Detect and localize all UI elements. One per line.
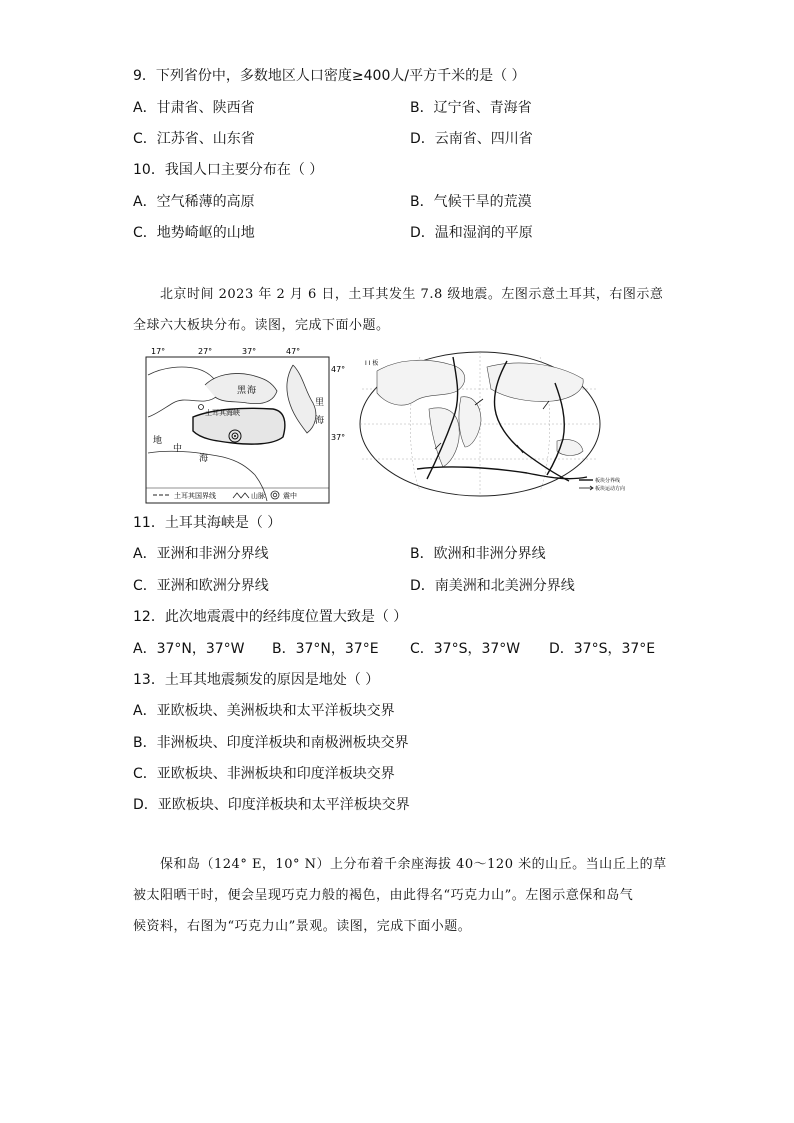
q9-option-b[interactable]: B．辽宁省、青海省 [410, 100, 532, 116]
legend-epicenter-label: 震中 [283, 492, 297, 500]
caspian-char-1: 里 [315, 398, 325, 408]
lon-label-47: 47° [286, 347, 301, 356]
lat-label-37: 37° [331, 433, 346, 442]
q10-option-a[interactable]: A．空气稀薄的高原 [133, 194, 255, 210]
q11-stem: 11．土耳其海峡是（ ） [133, 515, 282, 531]
legend-border-label: 土耳其国界线 [174, 492, 216, 500]
corner-label: I I 板 [365, 360, 379, 367]
q12-stem: 12．此次地震震中的经纬度位置大致是（ ） [133, 609, 408, 625]
black-sea-char-2: 海 [247, 386, 257, 396]
q10-option-c[interactable]: C．地势崎岖的山地 [133, 225, 255, 241]
q10-stem: 10．我国人口主要分布在（ ） [133, 162, 324, 178]
q11-option-a[interactable]: A．亚洲和非洲分界线 [133, 546, 269, 562]
q12-option-c[interactable]: C．37°S，37°W [410, 641, 521, 657]
caspian-char-2: 海 [315, 416, 325, 426]
epicenter-dot [234, 435, 236, 437]
q12-option-d[interactable]: D．37°S，37°E [549, 641, 656, 657]
q11-option-b[interactable]: B．欧洲和非洲分界线 [410, 546, 546, 562]
strait-marker [199, 405, 204, 410]
legend-motion-label: 板块运动方向 [595, 486, 626, 492]
lon-label-17: 17° [151, 347, 166, 356]
legend-boundary-label: 板块分界线 [595, 478, 621, 484]
turkey-map [143, 345, 353, 505]
med-sea-char-2: 中 [173, 444, 183, 454]
lat-label-47: 47° [331, 365, 346, 374]
legend-mountain-label: 山脉 [251, 492, 265, 500]
med-sea-char-1: 地 [153, 436, 163, 446]
world-plates-map [357, 349, 626, 501]
q9-option-a[interactable]: A．甘肃省、陕西省 [133, 100, 255, 116]
strait-label: 土耳其海峡 [205, 409, 240, 417]
q13-stem: 13．土耳其地震频发的原因是地处（ ） [133, 672, 380, 688]
q12-option-a[interactable]: A．37°N，37°W [133, 641, 245, 657]
q13-option-b[interactable]: B．非洲板块、印度洋板块和南极洲板块交界 [133, 735, 409, 751]
passage1-line2: 全球六大板块分布。读图，完成下面小题。 [133, 318, 390, 333]
q13-option-c[interactable]: C．亚欧板块、非洲板块和印度洋板块交界 [133, 766, 395, 782]
passage2-line1: 保和岛（124° E，10° N）上分布着千余座海拔 40～120 米的山丘。当山丘上的草 [160, 857, 667, 872]
med-sea-char-3: 海 [199, 454, 209, 464]
q12-option-b[interactable]: B．37°N，37°E [272, 641, 379, 657]
lon-label-27: 27° [198, 347, 213, 356]
passage2-line2: 被太阳晒干时，便会呈现巧克力般的褐色，由此得名“巧克力山”。左图示意保和岛气 [133, 888, 634, 903]
passage1-line1: 北京时间 2023 年 2 月 6 日，土耳其发生 7.8 级地震。左图示意土耳其，右图示意 [160, 287, 664, 302]
passage2-line3: 候资料，右图为“巧克力山”景观。读图，完成下面小题。 [133, 919, 472, 934]
q13-option-d[interactable]: D．亚欧板块、印度洋板块和太平洋板块交界 [133, 797, 410, 813]
q10-option-b[interactable]: B．气候干旱的荒漠 [410, 194, 532, 210]
black-sea-char-1: 黑 [237, 386, 247, 396]
q9-option-d[interactable]: D．云南省、四川省 [410, 131, 533, 147]
q9-stem: 9．下列省份中，多数地区人口密度≥400人/平方千米的是（ ） [133, 68, 526, 84]
lon-label-37: 37° [242, 347, 257, 356]
q9-option-c[interactable]: C．江苏省、山东省 [133, 131, 255, 147]
q11-option-c[interactable]: C．亚洲和欧洲分界线 [133, 578, 269, 594]
q11-option-d[interactable]: D．南美洲和北美洲分界线 [410, 578, 575, 594]
q10-option-d[interactable]: D．温和湿润的平原 [410, 225, 533, 241]
q13-option-a[interactable]: A．亚欧板块、美洲板块和太平洋板块交界 [133, 703, 395, 719]
